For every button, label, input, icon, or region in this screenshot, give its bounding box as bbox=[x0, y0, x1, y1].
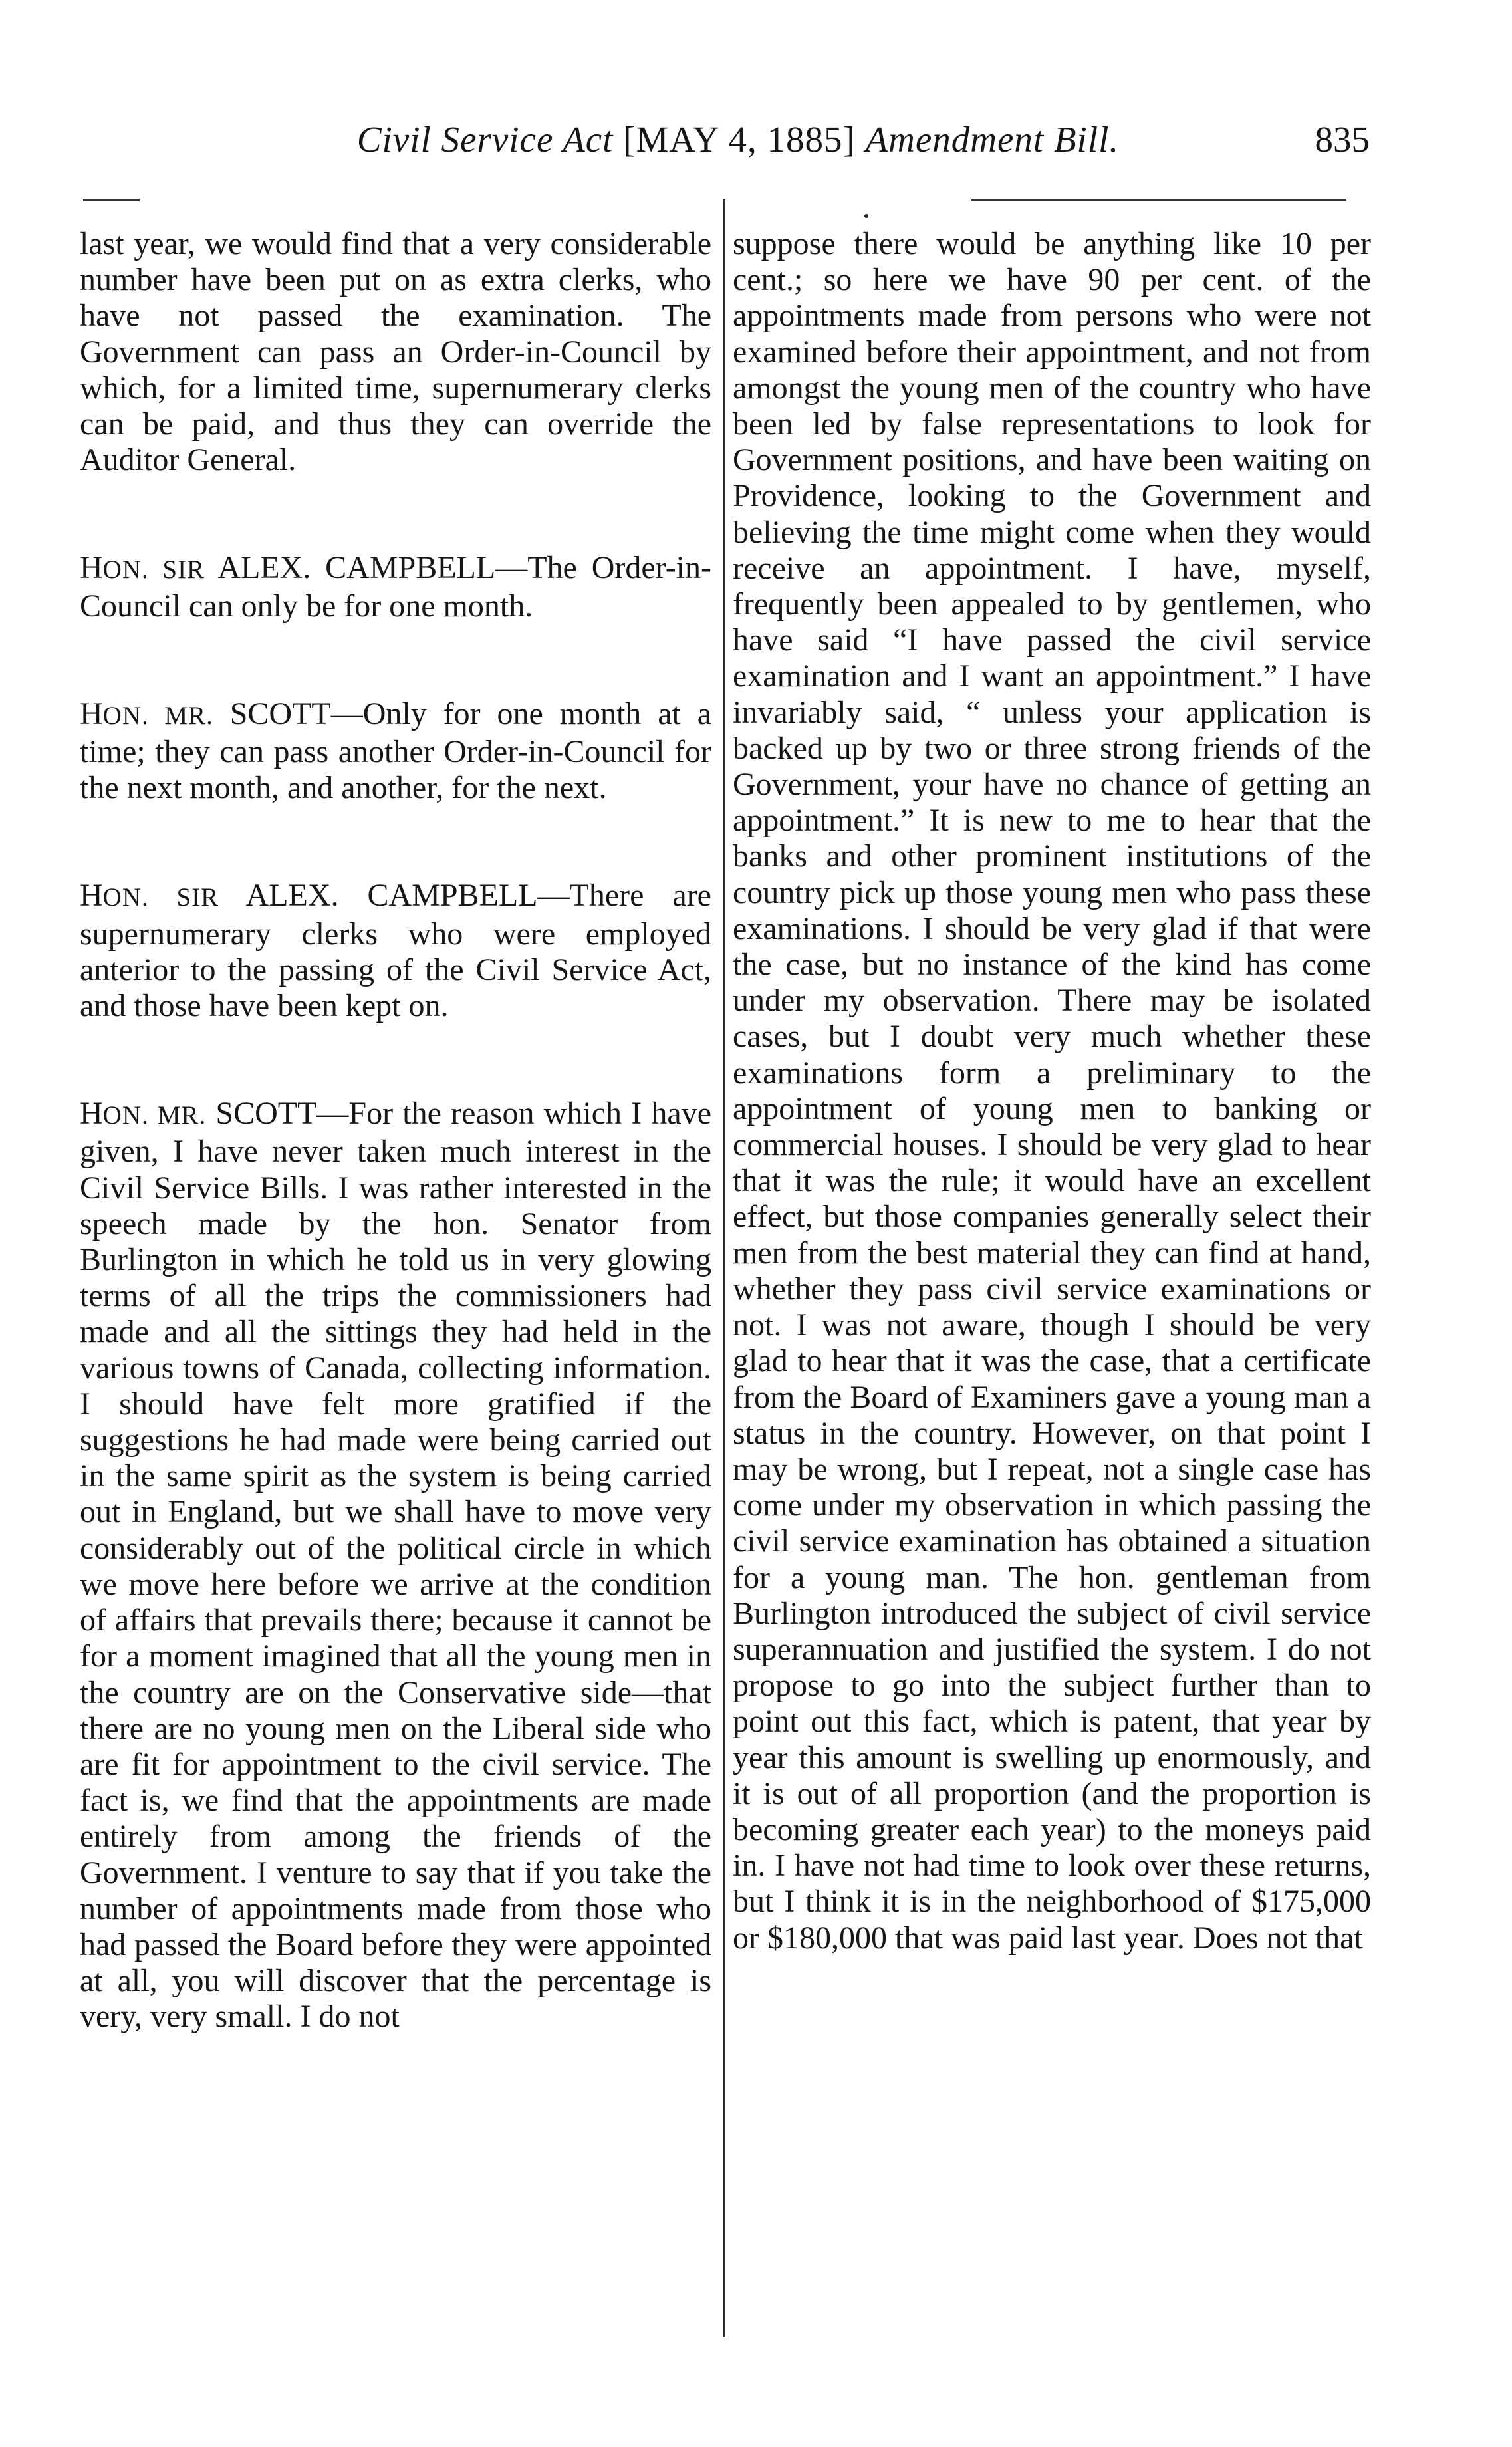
speaker-name: SCOTT bbox=[229, 696, 331, 731]
right-column bbox=[733, 226, 1371, 2334]
paragraph-text: —There are supernumerary clerks who were employed anterior to the passing of the Civil Service Act, and those have been kept on. bbox=[80, 878, 711, 1024]
speaker-initial: H bbox=[80, 1096, 103, 1132]
speech-paragraph bbox=[80, 878, 711, 1024]
left-column bbox=[80, 226, 711, 2334]
paragraph-text: —Only for one month at a time; they can pass another Order-in-Council for the next month, and another, for the next. bbox=[80, 696, 712, 806]
speaker-initial: H bbox=[80, 878, 103, 914]
column-divider bbox=[723, 199, 725, 2337]
speaker-title: ON. SIR bbox=[102, 555, 205, 584]
speaker-name: ALEX. CAMPBELL bbox=[245, 878, 538, 914]
paragraph-text: —The Order-in-Council can only be for one month. bbox=[80, 550, 711, 624]
page-number: 835 bbox=[1315, 119, 1370, 160]
header-rule-right bbox=[971, 199, 1346, 201]
running-head bbox=[93, 118, 1383, 160]
paragraph bbox=[80, 226, 711, 478]
speaker-name: SCOTT bbox=[215, 1096, 317, 1132]
running-head-date: [MAY 4, 1885] bbox=[623, 119, 856, 160]
paragraph bbox=[733, 226, 1371, 1956]
speech-paragraph bbox=[80, 550, 711, 624]
speaker-initial: H bbox=[80, 550, 103, 586]
speaker-name: ALEX. CAMPBELL bbox=[217, 550, 496, 586]
paragraph-text: —For the reason which I have given, I have never taken much interest in the Civil Service Bills. I was rather interested in the speech made by the hon. Senator from Burlington in which he told us in very glowing terms of all the trips the commissioners had made and all the sittings they had held in the various towns of Canada, collecting information. I should have felt more gratified if the suggestions he had made were being carried out in the same spirit as the system is being carried out in England, but we shall have to move very considerably out of the political circle in which we move here before we arrive at the condition of affairs that prevails there; because it cannot be for a moment imagined that all the young men in the country are on the Conservative side—that there are no young men on the Liberal side who are fit for appointment to the civil service. The fact is, we find that the appointments are made entirely from among the friends of the Government. I venture to say that if you take the number of appointments made from those who had passed the Board before they were appointed at all, you will discover that the percentage is very, very small. I do not bbox=[80, 1096, 711, 2035]
running-head-act: Civil Service Act bbox=[356, 119, 614, 160]
speech-paragraph bbox=[80, 696, 711, 807]
speaker-title: ON. MR. bbox=[102, 701, 213, 730]
speech-paragraph bbox=[80, 1096, 711, 2035]
ink-dot bbox=[864, 214, 868, 218]
speaker-initial: H bbox=[80, 696, 103, 731]
paragraph-text: last year, we would find that a very considerable number have been put on as extra clerks, who have not passed the examination. The Government can pass an Order-in-Council by which, for a limited time, supernumerary clerks can be paid, and thus they can override the Auditor General. bbox=[80, 226, 711, 478]
page-header bbox=[93, 118, 1383, 178]
running-head-bill: Amendment Bill. bbox=[865, 119, 1120, 160]
speaker-title: ON. SIR bbox=[102, 883, 219, 912]
speaker-title: ON. MR. bbox=[102, 1101, 207, 1130]
paragraph-text: suppose there would be anything like 10 per cent.; so here we have 90 per cent. of the appointments made from persons who were not examined before their appointment, and not from amongst the young men of the country who have been led by false representations to look for Government positions, and have been waiting on Providence, looking to the Government and believing the time might come when they would receive an appointment. I have, myself, frequently been appealed to by gentlemen, who have said “I have passed the civil service examination and I want an appointment.” I have invariably said, “ unless your application is backed up by two or three strong friends of the Government, your have no chance of getting an appointment.” It is new to me to hear that the banks and other prominent institutions of the country pick up those young men who pass these examinations. I should be very glad if that were the case, but no instance of the kind has come under my observation. There may be isolated cases, but I doubt very much whether these examinations form a preliminary to the appointment of young men to banking or commercial houses. I should be very glad to hear that it was the rule; it would have an excellent effect, but those companies generally select their men from the best material they can find at hand, whether they pass civil service examinations or not. I was not aware, though I should be very glad to hear that it was the case, that a certificate from the Board of Examiners gave a young man a status in the country. However, on that point I may be wrong, but I repeat, not a single case has come under my observation in which passing the civil service examination has obtained a situation for a young man. The hon. gentleman from Burlington introduced the subject of civil service superannuation and justified the system. I do not propose to go into the subject further than to point out this fact, which is patent, that year by year this amount is swelling up enormously, and it is out of all proportion (and the proportion is becoming greater each year) to the moneys paid in. I have not had time to look over these returns, but I think it is in the neighborhood of $175,000 or $180,000 that was paid last year. Does not that bbox=[733, 226, 1371, 1956]
header-rule-left bbox=[83, 199, 140, 201]
